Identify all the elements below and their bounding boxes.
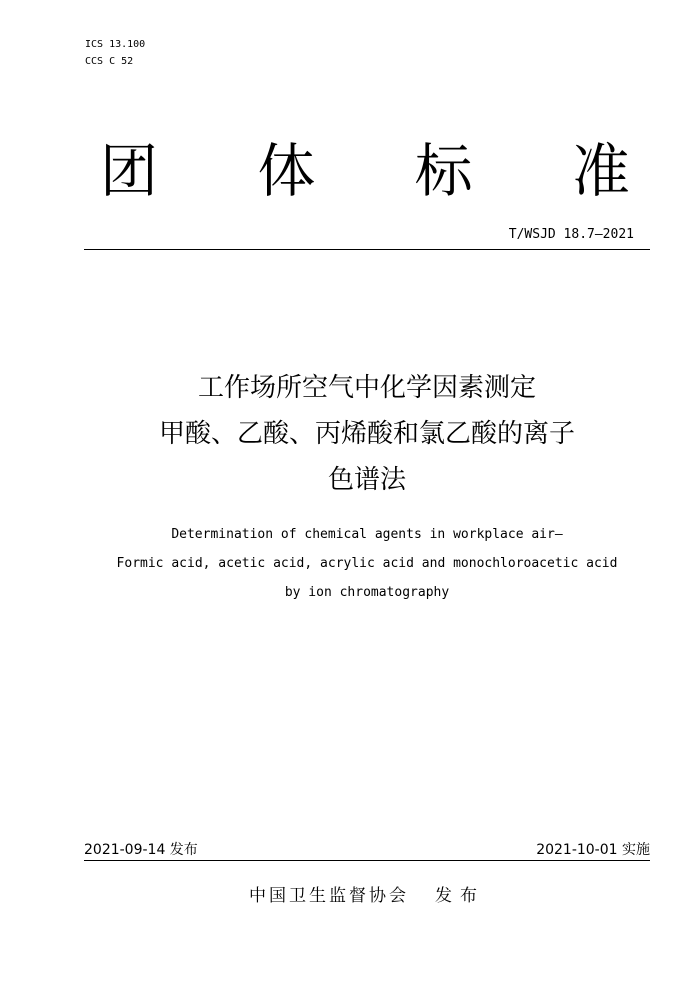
chinese-title [84, 365, 650, 503]
document-type-char: 体 [257, 137, 316, 205]
chinese-title-line: 色谱法 [327, 465, 406, 495]
effective-date: 2021-10-01 实施 [536, 842, 650, 858]
issuer-name: 中国卫生监督协会 [249, 886, 409, 906]
chinese-title-line: 甲酸、乙酸、丙烯酸和氯乙酸的离子 [158, 419, 575, 449]
english-title-line: by ion chromatography [284, 585, 450, 600]
issuer [84, 884, 650, 908]
header-divider [84, 249, 650, 250]
standard-number: T/WSJD 18.7—2021 [508, 227, 634, 242]
issuer-action: 发布 [435, 886, 485, 906]
document-type-char: 团 [100, 137, 159, 205]
ccs-code: CCS C 52 [85, 56, 134, 67]
english-title [84, 520, 650, 607]
document-type-title [100, 138, 630, 204]
footer-divider [84, 860, 650, 861]
english-title-line: Formic acid, acetic acid, acrylic acid and monochloroacetic acid [116, 556, 618, 571]
english-title-line: Determination of chemical agents in workplace air— [171, 527, 563, 542]
document-type-char: 标 [414, 137, 473, 205]
publish-date: 2021-09-14 发布 [84, 842, 198, 858]
document-type-char: 准 [571, 137, 630, 205]
classification-codes [85, 36, 145, 70]
ics-code: ICS 13.100 [85, 39, 146, 50]
chinese-title-line: 工作场所空气中化学因素测定 [197, 373, 536, 403]
